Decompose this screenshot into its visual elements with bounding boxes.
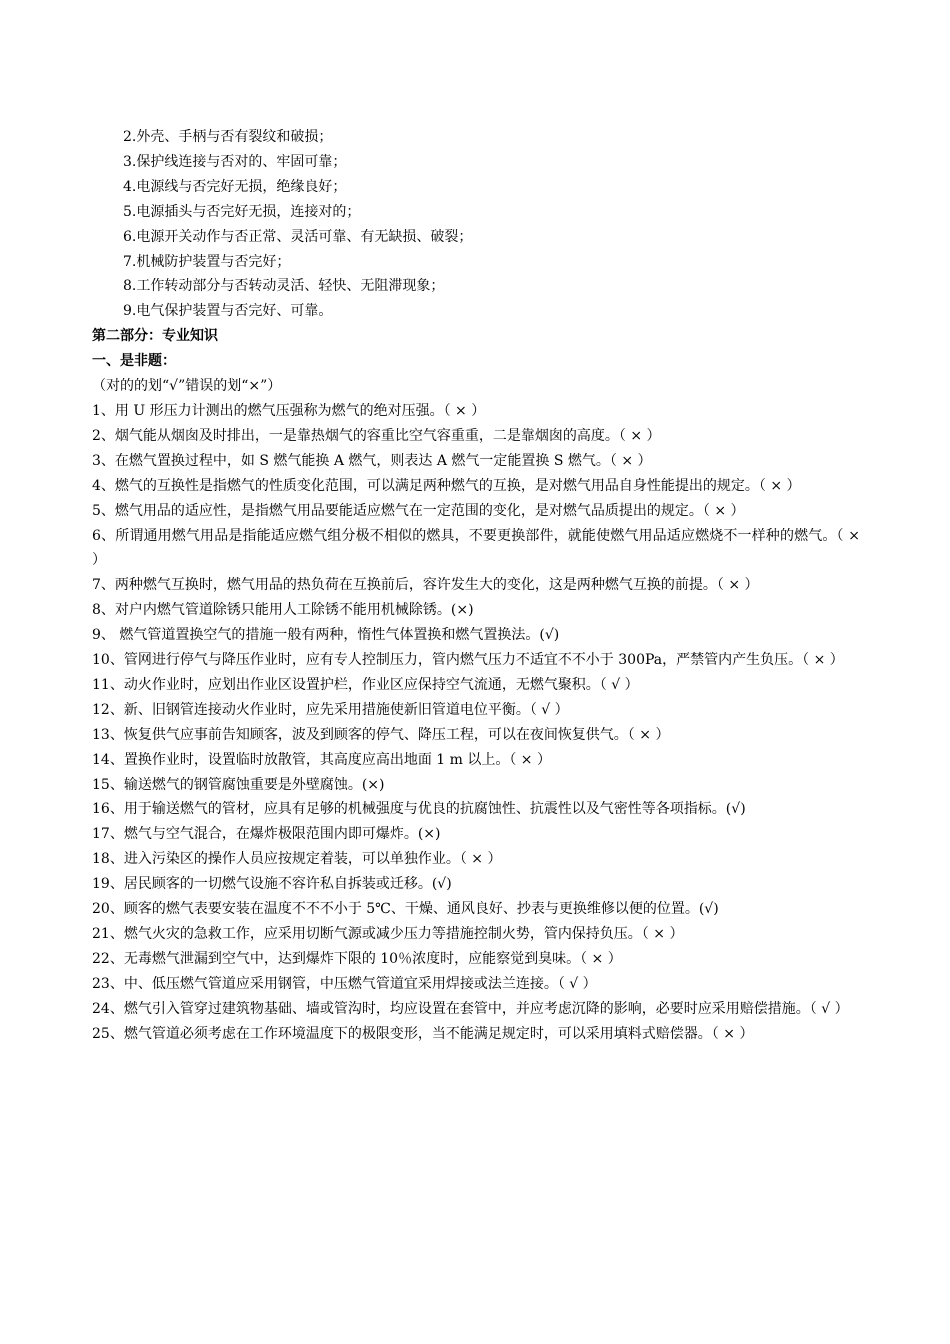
question-item: 18、进入污染区的操作人员应按规定着装，可以单独作业。（ × ） bbox=[92, 851, 502, 868]
checklist-item: 5.电源插头与否完好无损，连接对的； bbox=[123, 203, 361, 220]
question-item: 4、燃气的互换性是指燃气的性质变化范围，可以满足两种燃气的互换，是对燃气用品自身性能提出的规定。（ × ） bbox=[92, 477, 801, 494]
question-item: 23、中、低压燃气管道应采用钢管，中压燃气管道宜采用焊接或法兰连接。（ √ ） bbox=[92, 975, 597, 992]
checklist-item: 6.电源开关动作与否正常、灵活可靠、有无缺损、破裂； bbox=[123, 228, 473, 245]
question-item: 15、输送燃气的钢管腐蚀重要是外壁腐蚀。(×) bbox=[92, 776, 385, 793]
question-item: 19、居民顾客的一切燃气设施不容许私自拆装或迁移。(√) bbox=[92, 876, 452, 893]
question-item: 22、无毒燃气泄漏到空气中，达到爆炸下限的 10％浓度时，应能察觉到臭味。（ × ） bbox=[92, 950, 622, 967]
question-item: 9、 燃气管道置换空气的措施一般有两种，惰性气体置换和燃气置换法。(√) bbox=[92, 627, 560, 644]
question-item: 17、燃气与空气混合，在爆炸极限范围内即可爆炸。(×) bbox=[92, 826, 441, 843]
section-title: 第二部分：专业知识 bbox=[92, 328, 218, 345]
question-item: 24、燃气引入管穿过建筑物基础、墙或管沟时，均应设置在套管中，并应考虑沉降的影响，必要时应采用赔偿措施。（ √ ） bbox=[92, 1000, 849, 1017]
subsection-title: 一、是非题： bbox=[92, 353, 176, 370]
question-item: 3、在燃气置换过程中，如 S 燃气能换 A 燃气，则表达 A 燃气一定能置换 S 燃气。（ × ） bbox=[92, 452, 652, 469]
question-item: 13、恢复供气应事前告知顾客，波及到顾客的停气、降压工程，可以在夜间恢复供气。（ × ） bbox=[92, 726, 670, 743]
question-item: 25、燃气管道必须考虑在工作环境温度下的极限变形，当不能满足规定时，可以采用填料式赔偿器。（ × ） bbox=[92, 1025, 754, 1042]
question-item: 12、新、旧钢管连接动火作业时，应先采用措施使新旧管道电位平衡。（ √ ） bbox=[92, 701, 569, 718]
checklist-item: 7.机械防护装置与否完好； bbox=[123, 253, 291, 270]
checklist bbox=[92, 125, 860, 324]
question-item: 8、对户内燃气管道除锈只能用人工除锈不能用机械除锈。(×) bbox=[92, 602, 474, 619]
instruction-text: （对的的划“√”错误的划“×”） bbox=[92, 378, 282, 395]
question-item: 16、用于输送燃气的管材，应具有足够的机械强度与优良的抗腐蚀性、抗震性以及气密性等各项指标。(√) bbox=[92, 801, 746, 818]
question-item: 7、两种燃气互换时，燃气用品的热负荷在互换前后，容许发生大的变化，这是两种燃气互换的前提。（ × ） bbox=[92, 577, 759, 594]
question-item: 1、用 U 形压力计测出的燃气压强称为燃气的绝对压强。（ × ） bbox=[92, 402, 486, 419]
question-item: 6、所谓通用燃气用品是指能适应燃气组分极不相似的燃具，不要更换部件，就能使燃气用品适应燃烧不一样种的燃气。（ × ） bbox=[92, 527, 860, 569]
question-item: 10、管网进行停气与降压作业时，应有专人控制压力，管内燃气压力不适宜不不小于 300Pa，严禁管内产生负压。（ × ） bbox=[92, 652, 844, 669]
question-item: 2、烟气能从烟囱及时排出，一是靠热烟气的容重比空气容重重，二是靠烟囱的高度。（ × ） bbox=[92, 427, 661, 444]
checklist-item: 3.保护线连接与否对的、牢固可靠； bbox=[123, 153, 347, 170]
checklist-item: 2.外壳、手柄与否有裂纹和破损； bbox=[123, 129, 333, 145]
document-content bbox=[92, 125, 860, 1047]
question-item: 21、燃气火灾的急救工作，应采用切断气源或减少压力等措施控制火势，管内保持负压。（ × ） bbox=[92, 926, 684, 942]
question-item: 11、动火作业时，应划出作业区设置护栏，作业区应保持空气流通，无燃气聚积。（ √ ） bbox=[92, 676, 639, 693]
checklist-item: 8.工作转动部分与否转动灵活、轻快、无阻滞现象； bbox=[123, 278, 445, 295]
checklist-item: 4.电源线与否完好无损，绝缘良好； bbox=[123, 178, 347, 195]
question-item: 20、顾客的燃气表要安装在温度不不不小于 5℃、干燥、通风良好、抄表与更换维修以便的位置。(√) bbox=[92, 901, 719, 918]
question-list bbox=[92, 399, 860, 1047]
question-item: 5、燃气用品的适应性，是指燃气用品要能适应燃气在一定范围的变化，是对燃气品质提出的规定。（ × ） bbox=[92, 502, 745, 519]
checklist-item: 9.电气保护装置与否完好、可靠。 bbox=[123, 303, 333, 320]
question-item: 14、置换作业时，设置临时放散管，其高度应高出地面 1 m 以上。（ × ） bbox=[92, 751, 551, 768]
